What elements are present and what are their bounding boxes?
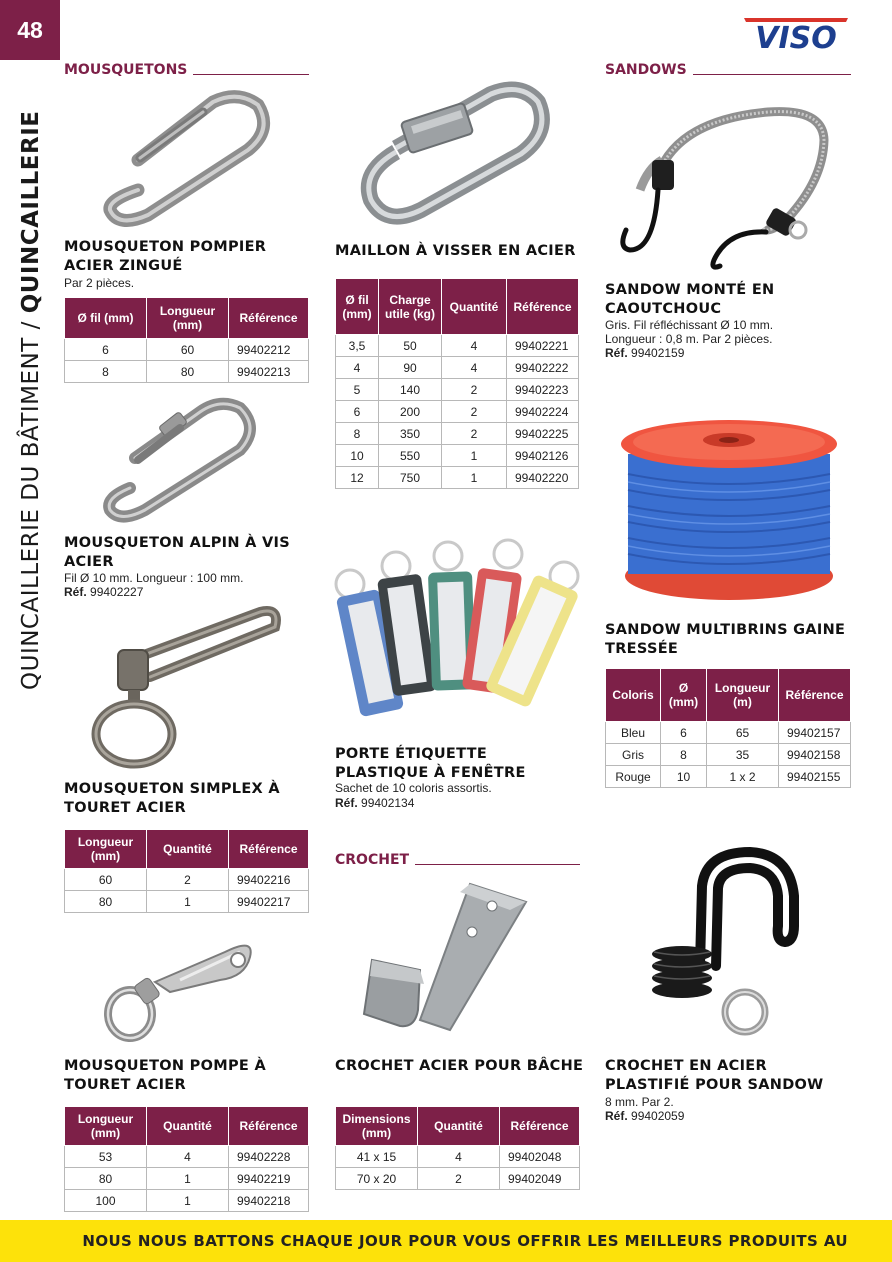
- section-crochet-label: CROCHET: [335, 852, 410, 868]
- header-cell: Dimensions (mm): [336, 1107, 418, 1146]
- section-crochet: [335, 852, 580, 868]
- ref-label: Réf.: [605, 346, 628, 360]
- cell: 350: [379, 423, 442, 445]
- table-row: [336, 357, 579, 379]
- ref-label: Réf.: [605, 1109, 628, 1123]
- header-cell: Quantité: [442, 279, 507, 335]
- table-row: [65, 1146, 309, 1168]
- section-mousquetons: [64, 62, 309, 78]
- brand-text: VISO: [755, 21, 837, 52]
- table-row: [65, 361, 309, 383]
- maillon-link-image: [356, 82, 551, 230]
- bungee-cord-image: [618, 100, 830, 272]
- cell: 550: [379, 445, 442, 467]
- cell: 99402048: [500, 1146, 580, 1168]
- header-cell: Quantité: [147, 830, 229, 869]
- table-maillon: [335, 278, 579, 489]
- product-desc-crochet-sandow: 8 mm. Par 2.: [605, 1095, 674, 1109]
- header-cell: Référence: [500, 1107, 580, 1146]
- header-cell: Ø fil (mm): [336, 279, 379, 335]
- cell: 60: [65, 869, 147, 891]
- header-cell: Charge utile (kg): [379, 279, 442, 335]
- product-title-crochet-sandow: CROCHET EN ACIER PLASTIFIÉ POUR SANDOW: [605, 1058, 824, 1093]
- table-row: [336, 467, 579, 489]
- table-row: [65, 1168, 309, 1190]
- cell: 8: [65, 361, 147, 383]
- product-title-alpin: MOUSQUETON ALPIN À VIS ACIER: [64, 535, 290, 570]
- cell: 99402216: [229, 869, 309, 891]
- header-cell: Longueur (mm): [147, 298, 229, 339]
- cell: 2: [442, 379, 507, 401]
- header-cell: Longueur (mm): [65, 830, 147, 869]
- cell: 2: [442, 423, 507, 445]
- product-title-pompier: MOUSQUETON POMPIER ACIER ZINGUÉ: [64, 239, 267, 274]
- cell: 1: [442, 445, 507, 467]
- label-holders-image: [330, 542, 582, 722]
- cell: 99402223: [507, 379, 579, 401]
- cell: 10: [661, 766, 707, 788]
- table-row: [336, 335, 579, 357]
- side-category-title: [14, 70, 48, 690]
- ref-label: Réf.: [64, 585, 87, 599]
- header-cell: Ø (mm): [661, 669, 707, 722]
- tarp-hook-image: [360, 880, 530, 1040]
- side-title-separator: /: [18, 313, 44, 338]
- cell: 99402157: [779, 722, 851, 744]
- section-sandows-label: SANDOWS: [605, 62, 687, 78]
- cell: 90: [379, 357, 442, 379]
- side-title-regular: QUINCAILLERIE DU BÂTIMENT: [18, 337, 44, 690]
- table-row: [606, 766, 851, 788]
- cell: 5: [336, 379, 379, 401]
- pompier-carabiner-image: [98, 90, 278, 230]
- product-ref-crochet-sandow: [605, 1109, 684, 1123]
- cell: 99402225: [507, 423, 579, 445]
- cell: Gris: [606, 744, 661, 766]
- header-cell: Référence: [779, 669, 851, 722]
- product-title-simplex: MOUSQUETON SIMPLEX À TOURET ACIER: [64, 781, 280, 816]
- header-cell: Quantité: [147, 1107, 229, 1146]
- table-row: [336, 379, 579, 401]
- table-simplex: [64, 829, 309, 913]
- alpin-carabiner-image: [100, 398, 260, 524]
- header-cell: Quantité: [418, 1107, 500, 1146]
- ref-value: 99402159: [631, 346, 685, 360]
- cell: 4: [442, 335, 507, 357]
- cell: 99402228: [229, 1146, 309, 1168]
- cell: 99402220: [507, 467, 579, 489]
- cell: 60: [147, 339, 229, 361]
- cell: 100: [65, 1190, 147, 1212]
- table-row: [606, 722, 851, 744]
- table-row: [65, 891, 309, 913]
- cell: 99402049: [500, 1168, 580, 1190]
- cell: 2: [442, 401, 507, 423]
- header-cell: Référence: [229, 830, 309, 869]
- cell: 1: [147, 1190, 229, 1212]
- section-mousquetons-label: MOUSQUETONS: [64, 62, 188, 78]
- cell: 4: [442, 357, 507, 379]
- product-desc2-sandow-monte: Longueur : 0,8 m. Par 2 pièces.: [605, 332, 773, 346]
- ref-value: 99402227: [90, 585, 144, 599]
- footer-banner: [0, 1220, 892, 1262]
- cell: 6: [336, 401, 379, 423]
- cell: 3,5: [336, 335, 379, 357]
- table-row: [65, 1190, 309, 1212]
- cell: 80: [65, 1168, 147, 1190]
- ref-label: Réf.: [335, 796, 358, 810]
- cell: 70 x 20: [336, 1168, 418, 1190]
- header-cell: Ø fil (mm): [65, 298, 147, 339]
- cell: 1: [442, 467, 507, 489]
- cell: 200: [379, 401, 442, 423]
- header-cell: Référence: [507, 279, 579, 335]
- cell: 99402212: [229, 339, 309, 361]
- table-row: [336, 423, 579, 445]
- cell: 750: [379, 467, 442, 489]
- ref-value: 99402059: [631, 1109, 685, 1123]
- product-ref-sandow-monte: [605, 346, 684, 360]
- table-row: [336, 1146, 580, 1168]
- pompe-carabiner-image: [100, 922, 260, 1044]
- product-desc-pompier: Par 2 pièces.: [64, 276, 135, 290]
- product-title-sandow-multibrins: SANDOW MULTIBRINS GAINE TRESSÉE: [605, 622, 846, 657]
- cell: Bleu: [606, 722, 661, 744]
- product-desc-alpin: Fil Ø 10 mm. Longueur : 100 mm.: [64, 571, 244, 585]
- product-ref-alpin: [64, 585, 143, 599]
- product-title-sandow-monte: SANDOW MONTÉ EN CAOUTCHOUC: [605, 282, 775, 317]
- cell: 10: [336, 445, 379, 467]
- product-title-pompe: MOUSQUETON POMPE À TOURET ACIER: [64, 1058, 266, 1093]
- cell: 8: [336, 423, 379, 445]
- ref-value: 99402134: [361, 796, 415, 810]
- cell: 99402218: [229, 1190, 309, 1212]
- cell: 80: [65, 891, 147, 913]
- footer-banner-text: NOUS NOUS BATTONS CHAQUE JOUR POUR VOUS OFFRIR LES MEILLEURS PRODUITS AU: [82, 1232, 848, 1250]
- table-row: [336, 401, 579, 423]
- cell: 4: [336, 357, 379, 379]
- cell: 4: [418, 1146, 500, 1168]
- table-row: [606, 744, 851, 766]
- cell: 2: [147, 869, 229, 891]
- product-ref-porte-etiquette: [335, 796, 414, 810]
- bungee-spool-image: [618, 418, 840, 604]
- cell: 6: [661, 722, 707, 744]
- cell: 1: [147, 1168, 229, 1190]
- section-sandows: [605, 62, 851, 78]
- cell: 1 x 2: [707, 766, 779, 788]
- table-sandow-multibrins: [605, 668, 851, 788]
- cell: 6: [65, 339, 147, 361]
- page-number: 48: [0, 0, 60, 60]
- cell: 99402219: [229, 1168, 309, 1190]
- cell: 41 x 15: [336, 1146, 418, 1168]
- header-cell: Référence: [229, 1107, 309, 1146]
- table-pompier: [64, 297, 309, 383]
- side-title-bold: QUINCAILLERIE: [18, 110, 44, 314]
- cell: 99402224: [507, 401, 579, 423]
- product-title-maillon: MAILLON À VISSER EN ACIER: [335, 243, 576, 259]
- table-pompe: [64, 1106, 309, 1212]
- cell: 4: [147, 1146, 229, 1168]
- viso-logo: [740, 12, 852, 52]
- cell: 140: [379, 379, 442, 401]
- cell: 1: [147, 891, 229, 913]
- header-cell: Coloris: [606, 669, 661, 722]
- table-row: [65, 339, 309, 361]
- table-row: [65, 869, 309, 891]
- table-row: [336, 445, 579, 467]
- cell: 53: [65, 1146, 147, 1168]
- header-cell: Longueur (m): [707, 669, 779, 722]
- cell: 99402221: [507, 335, 579, 357]
- cell: 12: [336, 467, 379, 489]
- cell: 99402222: [507, 357, 579, 379]
- cell: Rouge: [606, 766, 661, 788]
- cell: 35: [707, 744, 779, 766]
- cell: 99402217: [229, 891, 309, 913]
- header-cell: Longueur (mm): [65, 1107, 147, 1146]
- cell: 99402155: [779, 766, 851, 788]
- product-desc-porte-etiquette: Sachet de 10 coloris assortis.: [335, 781, 492, 795]
- product-title-porte-etiquette: PORTE ÉTIQUETTE PLASTIQUE À FENÊTRE: [335, 746, 526, 781]
- bungee-hook-image: [640, 846, 810, 1038]
- simplex-carabiner-image: [90, 602, 280, 770]
- cell: 8: [661, 744, 707, 766]
- product-desc1-sandow-monte: Gris. Fil réfléchissant Ø 10 mm.: [605, 318, 774, 332]
- cell: 99402126: [507, 445, 579, 467]
- cell: 50: [379, 335, 442, 357]
- cell: 80: [147, 361, 229, 383]
- table-crochet-bache: [335, 1106, 580, 1190]
- product-title-crochet-bache: CROCHET ACIER POUR BÂCHE: [335, 1058, 584, 1074]
- cell: 65: [707, 722, 779, 744]
- cell: 2: [418, 1168, 500, 1190]
- header-cell: Référence: [229, 298, 309, 339]
- table-row: [336, 1168, 580, 1190]
- cell: 99402158: [779, 744, 851, 766]
- cell: 99402213: [229, 361, 309, 383]
